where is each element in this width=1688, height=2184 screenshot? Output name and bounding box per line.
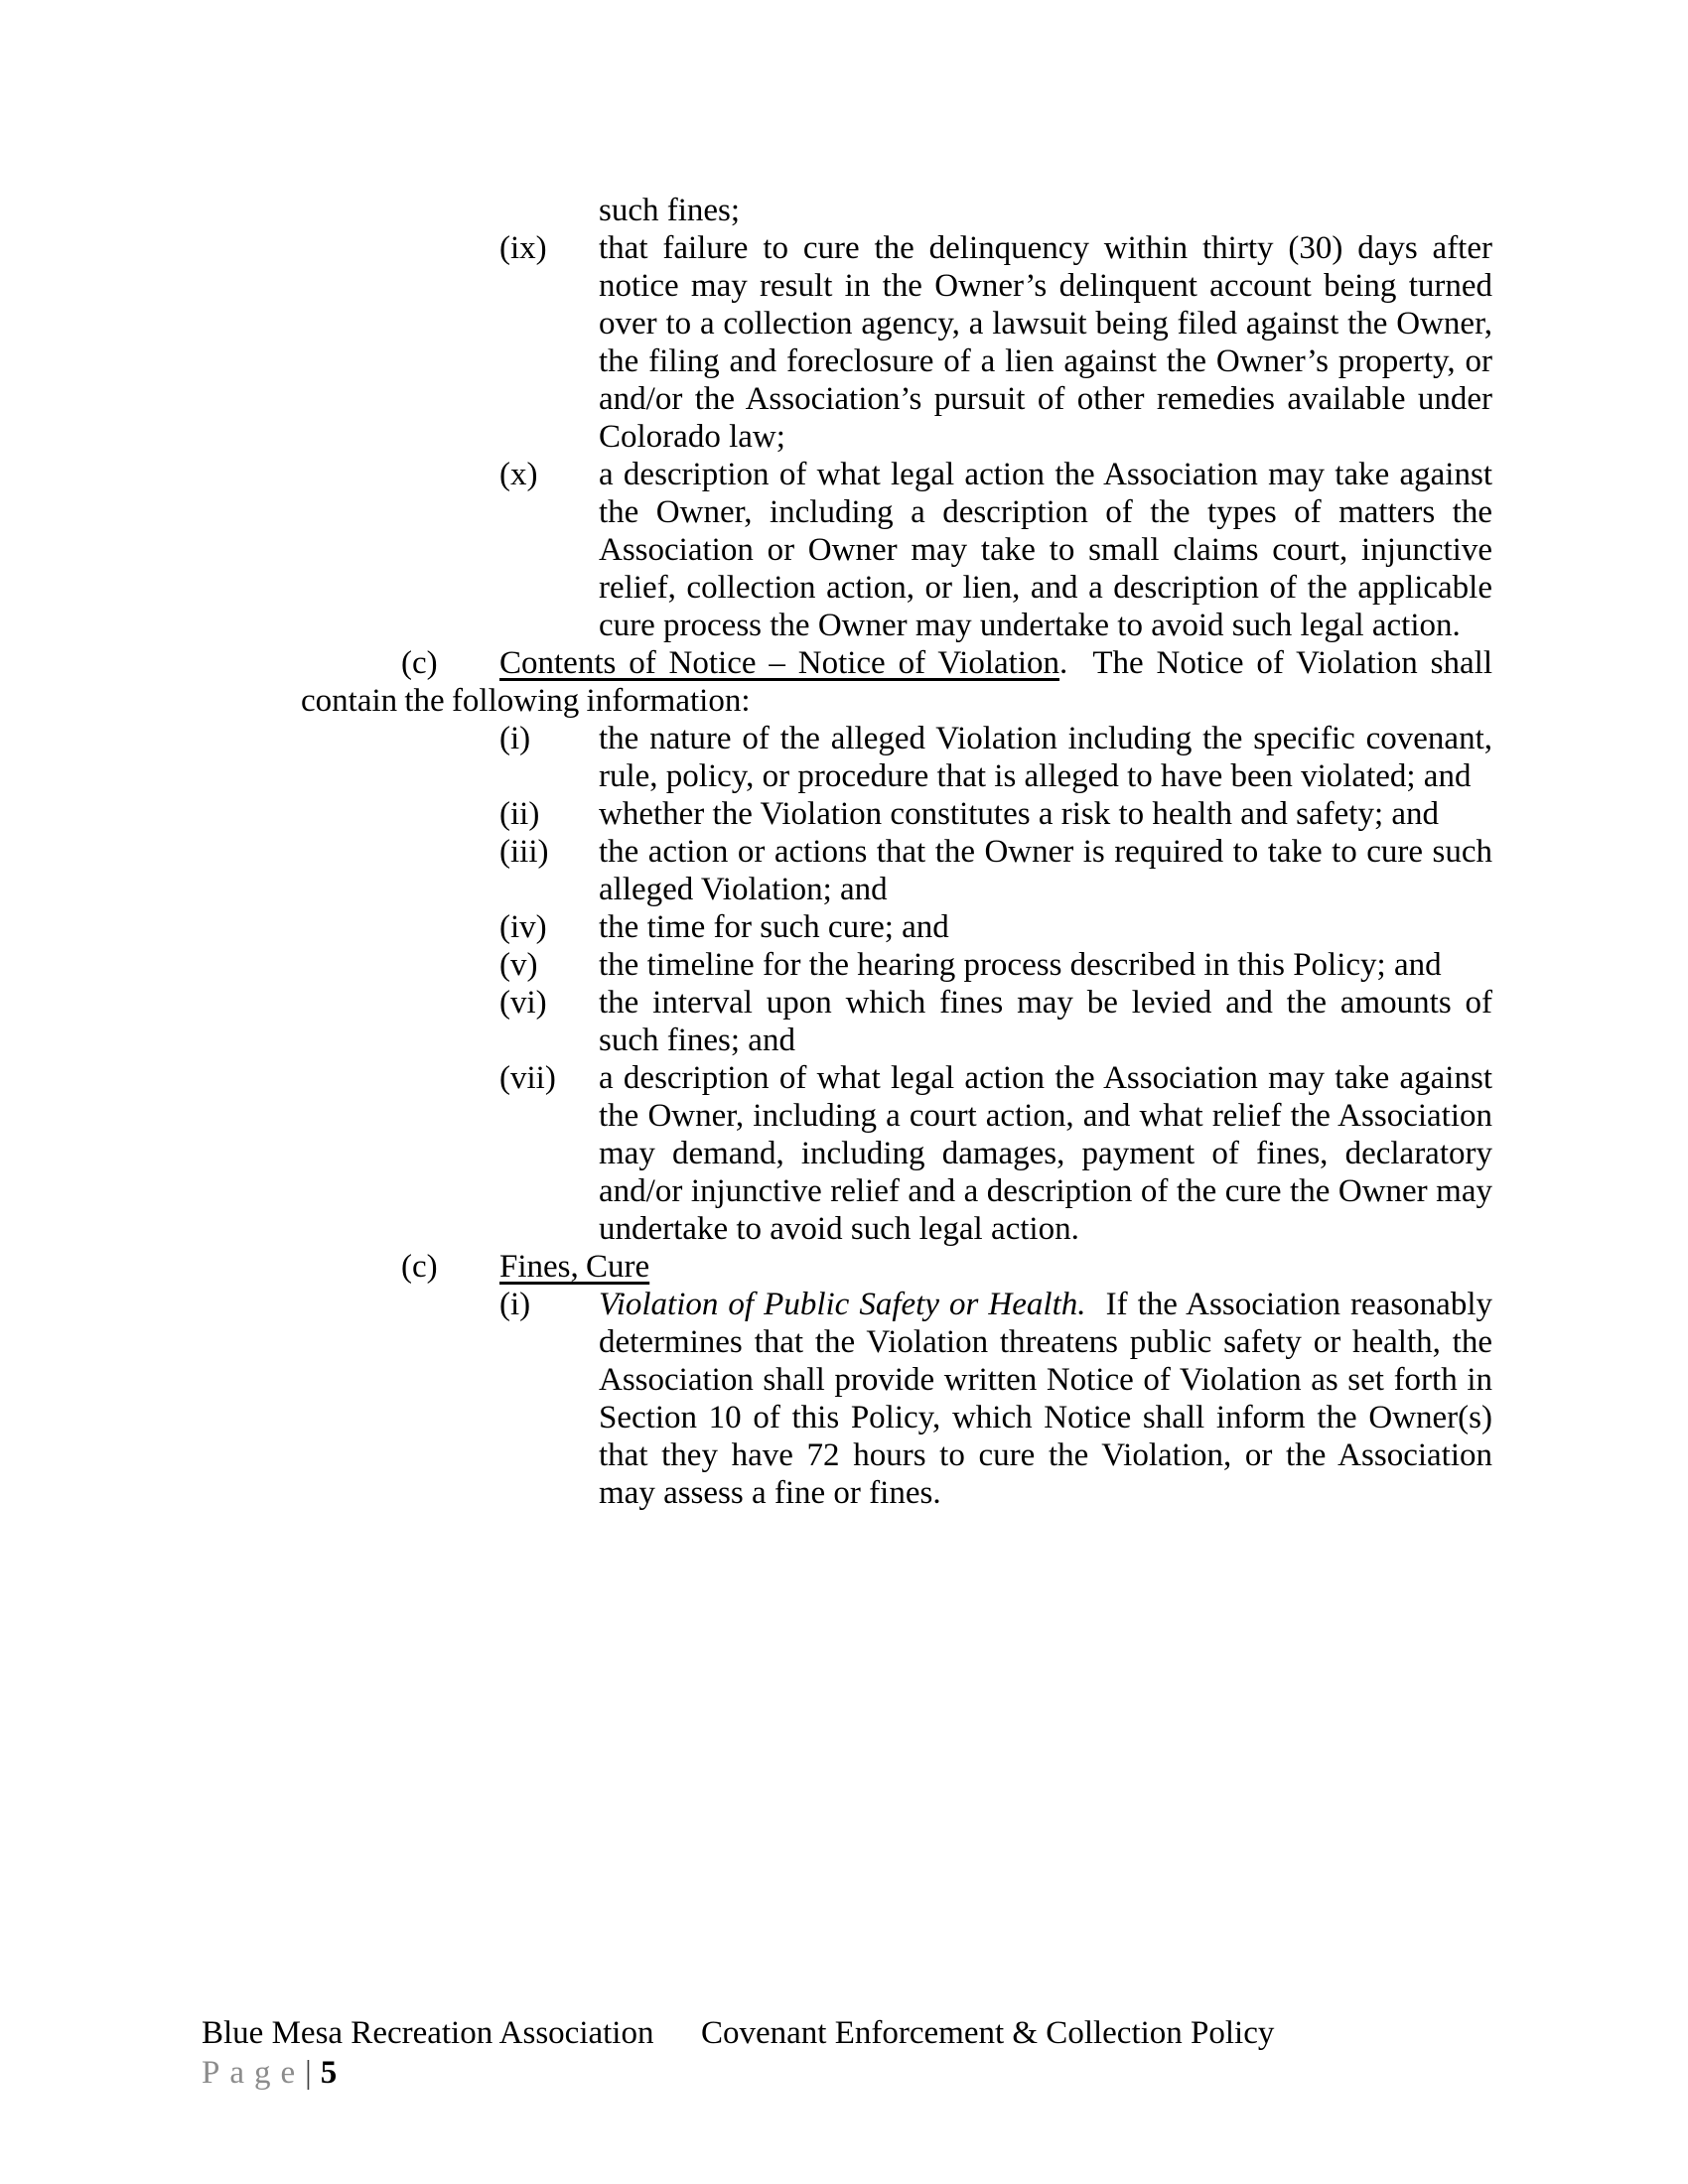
list-text: the nature of the alleged Violation including the specific covenant, rule, policy, or procedure that is alleged to have been violated; and — [599, 721, 1492, 794]
list-number: (i) — [499, 1287, 531, 1322]
list-text: that failure to cure the delinquency within thirty (30) days after notice may result in the Owner’s delinquent account being turned over to a collection agency, a lawsuit being filed against the Owner, the filing and foreclosure of a lien against the Owner’s property, or and/or the Association’s pursuit of other remedies available under Colorado law; — [599, 230, 1492, 455]
list-item-fines-i — [301, 1286, 1492, 1512]
section-heading-following-text: . The Notice of Violation shall contain the following information: — [301, 645, 1492, 719]
list-text: a description of what legal action the Association may take against the Owner, including a court action, and what relief the Association may demand, including damages, payment of fines, declaratory and/or injunctive relief and a description of the cure the Owner may undertake to avoid such legal action. — [599, 1060, 1492, 1247]
section-heading-underlined: Contents of Notice – Notice of Violation — [499, 645, 1059, 681]
paragraph-continuation — [301, 192, 1492, 229]
list-item-iv — [301, 908, 1492, 946]
list-item-x — [301, 456, 1492, 644]
continuation-text: such fines; — [599, 193, 741, 228]
section-letter: (c) — [401, 645, 438, 681]
section-contents-of-notice — [301, 644, 1492, 720]
list-lead-italic: Violation of Public Safety or Health. — [599, 1287, 1086, 1322]
section-letter: (c) — [401, 1249, 438, 1285]
list-text: whether the Violation constitutes a risk to health and safety; and — [599, 796, 1440, 832]
list-item-vii — [301, 1059, 1492, 1248]
list-number: (ix) — [499, 230, 547, 266]
page-footer — [202, 2013, 1592, 2093]
list-item-v — [301, 946, 1492, 984]
list-number: (iii) — [499, 834, 549, 870]
footer-line-1 — [202, 2013, 1592, 2053]
list-item-vi — [301, 984, 1492, 1059]
footer-org-name: Blue Mesa Recreation Association — [202, 2015, 654, 2051]
list-item-ii — [301, 795, 1492, 833]
list-number: (vii) — [499, 1060, 556, 1096]
list-text: the time for such cure; and — [599, 909, 949, 945]
list-number: (x) — [499, 457, 538, 492]
footer-doc-title: Covenant Enforcement & Collection Policy — [701, 2015, 1275, 2051]
list-item-iii — [301, 833, 1492, 908]
section-fines-cure — [301, 1248, 1492, 1286]
footer-page-word: Page — [202, 2055, 306, 2091]
footer-page-line — [202, 2053, 1592, 2093]
list-text: the action or actions that the Owner is required to take to cure such alleged Violation; and — [599, 834, 1492, 907]
list-text: a description of what legal action the Association may take against the Owner, including a description of the types of matters the Association or Owner may take to small claims court, injunctive relief, collection action, or lien, and a description of the applicable cure process the Owner may undertake to avoid such legal action. — [599, 457, 1492, 643]
section-heading-underlined: Fines, Cure — [499, 1249, 650, 1285]
list-number: (ii) — [499, 796, 540, 832]
list-text: If the Association reasonably determines that the Violation threatens public safety or health, the Association shall provide written Notice of Violation as set forth in Section 10 of this Policy, which Notice shall inform the Owner(s) that they have 72 hours to cure the Violation, or the Association may assess a fine or fines. — [599, 1287, 1492, 1511]
list-number: (v) — [499, 947, 538, 983]
list-number: (i) — [499, 721, 531, 756]
list-text: the interval upon which fines may be levied and the amounts of such fines; and — [599, 985, 1492, 1058]
list-number: (vi) — [499, 985, 547, 1021]
list-item-i — [301, 720, 1492, 795]
list-text: the timeline for the hearing process described in this Policy; and — [599, 947, 1442, 983]
list-item-ix — [301, 229, 1492, 456]
document-body — [301, 192, 1492, 1512]
list-number: (iv) — [499, 909, 547, 945]
footer-page-divider: | — [305, 2055, 312, 2091]
footer-page-number: 5 — [320, 2055, 338, 2091]
